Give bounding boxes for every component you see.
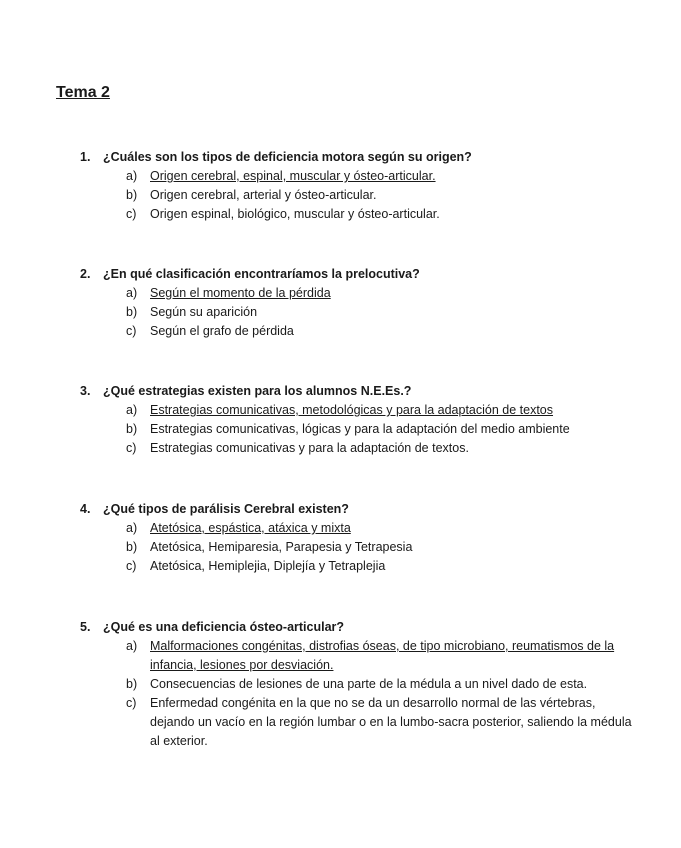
- answer-option-a: [80, 637, 640, 675]
- answer-text: Origen espinal, biológico, muscular y ósteo-articular.: [150, 207, 440, 221]
- answer-letter: a): [126, 169, 138, 183]
- answer-letter: c): [126, 559, 137, 573]
- question-text: ¿Qué estrategias existen para los alumnos N.E.Es.?: [103, 384, 412, 398]
- answer-letter: b): [126, 422, 138, 436]
- answer-option-b: [80, 186, 640, 205]
- answer-letter: b): [126, 305, 138, 319]
- answer-option-a: [80, 519, 640, 538]
- question-number: 5.: [80, 620, 91, 634]
- answer-text: Origen cerebral, arterial y ósteo-articular.: [150, 188, 377, 202]
- answer-letter: a): [126, 403, 138, 417]
- answer-letter: b): [126, 540, 138, 554]
- answer-text: Estrategias comunicativas y para la adaptación de textos.: [150, 441, 469, 455]
- answer-text: Consecuencias de lesiones de una parte de la médula a un nivel dado de esta.: [150, 677, 588, 691]
- answer-text: Origen cerebral, espinal, muscular y ósteo-articular.: [150, 169, 436, 183]
- answer-option-a: [80, 167, 640, 186]
- question-2: [80, 265, 640, 341]
- answer-letter: a): [126, 639, 138, 653]
- answer-text: Atetósica, espástica, atáxica y mixta: [150, 521, 351, 535]
- answer-letter: a): [126, 286, 138, 300]
- question-5: [80, 618, 640, 751]
- answer-text: Estrategias comunicativas, metodológicas y para la adaptación de textos: [150, 403, 554, 417]
- answer-list: [80, 167, 640, 224]
- answer-text: Según el momento de la pérdida: [150, 286, 331, 300]
- answer-letter: b): [126, 677, 138, 691]
- answer-letter: a): [126, 521, 138, 535]
- answer-option-c: [80, 439, 640, 458]
- answer-option-a: [80, 284, 640, 303]
- page-title: Tema 2: [56, 84, 110, 101]
- question-text: ¿Cuáles son los tipos de deficiencia motora según su origen?: [103, 150, 472, 164]
- question-heading: [80, 148, 640, 167]
- answer-option-b: [80, 420, 640, 439]
- question-number: 3.: [80, 384, 91, 398]
- answer-letter: c): [126, 207, 137, 221]
- question-number: 1.: [80, 150, 91, 164]
- answer-option-b: [80, 538, 640, 557]
- answer-list: [80, 637, 640, 751]
- answer-list: [80, 401, 640, 458]
- answer-list: [80, 284, 640, 341]
- question-heading: [80, 265, 640, 284]
- answer-text: Enfermedad congénita en la que no se da un desarrollo normal de las vértebras, dejando un vacío en la región lumbar o en la lumbo-sacra posterior, saliendo la médula al exterior.: [150, 696, 632, 748]
- question-text: ¿Qué tipos de parálisis Cerebral existen?: [103, 502, 349, 516]
- answer-option-c: [80, 694, 640, 751]
- answer-text: Atetósica, Hemiparesia, Parapesia y Tetrapesia: [150, 540, 413, 554]
- question-3: [80, 382, 640, 458]
- answer-option-c: [80, 557, 640, 576]
- question-1: [80, 148, 640, 224]
- answer-option-b: [80, 675, 640, 694]
- answer-option-c: [80, 205, 640, 224]
- answer-option-c: [80, 322, 640, 341]
- answer-list: [80, 519, 640, 576]
- question-text: ¿Qué es una deficiencia ósteo-articular?: [103, 620, 345, 634]
- answer-letter: b): [126, 188, 138, 202]
- question-text: ¿En qué clasificación encontraríamos la prelocutiva?: [103, 267, 420, 281]
- answer-text: Atetósica, Hemiplejia, Diplejía y Tetraplejia: [150, 559, 386, 573]
- answer-letter: c): [126, 696, 137, 710]
- question-heading: [80, 382, 640, 401]
- question-4: [80, 500, 640, 576]
- answer-text: Según su aparición: [150, 305, 258, 319]
- answer-text: Malformaciones congénitas, distrofias óseas, de tipo microbiano, reumatismos de la infancia, lesiones por desviación.: [150, 639, 615, 672]
- answer-letter: c): [126, 324, 137, 338]
- question-number: 4.: [80, 502, 91, 516]
- answer-text: Según el grafo de pérdida: [150, 324, 294, 338]
- question-number: 2.: [80, 267, 91, 281]
- question-heading: [80, 618, 640, 637]
- answer-text: Estrategias comunicativas, lógicas y para la adaptación del medio ambiente: [150, 422, 570, 436]
- question-heading: [80, 500, 640, 519]
- answer-letter: c): [126, 441, 137, 455]
- answer-option-a: [80, 401, 640, 420]
- answer-option-b: [80, 303, 640, 322]
